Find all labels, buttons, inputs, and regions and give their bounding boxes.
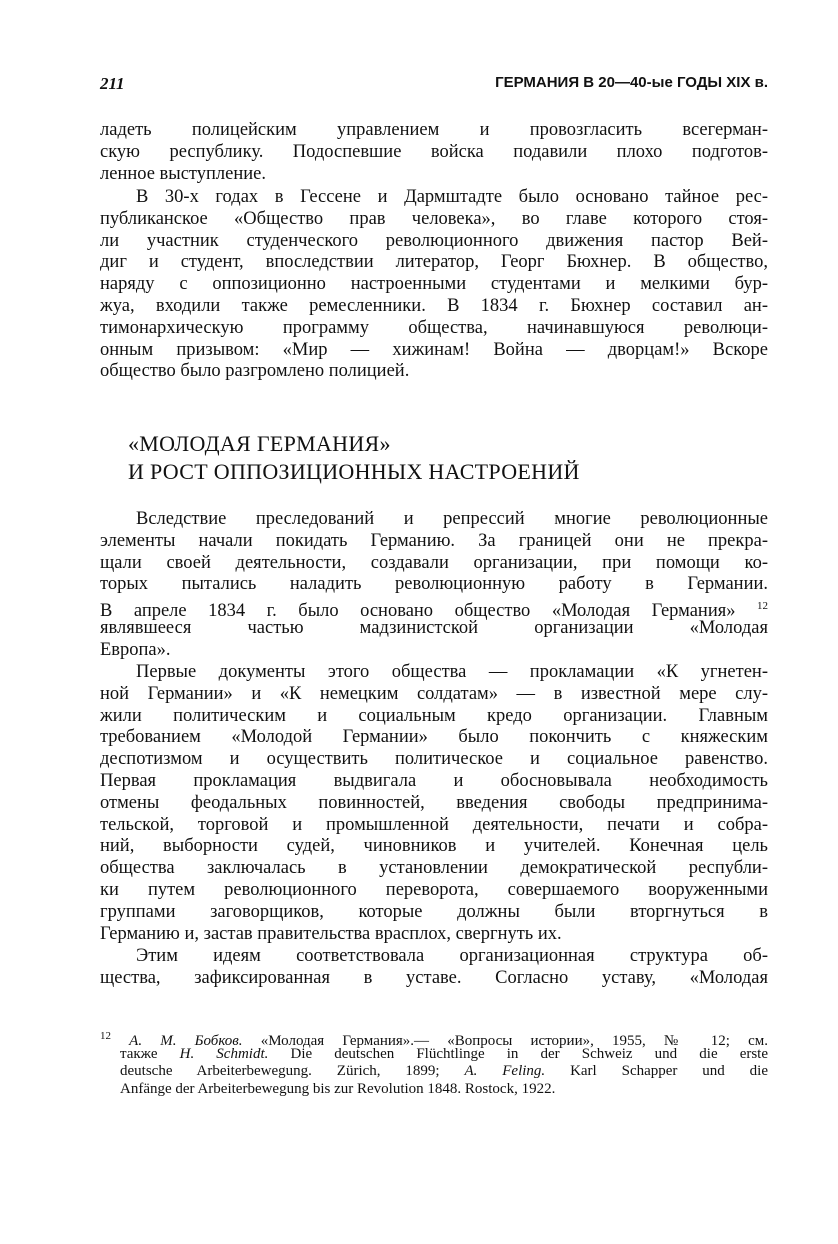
text-line: торых пытались наладить революционную работу в Германии. — [100, 574, 768, 595]
text-line: В 30-х годах в Гессене и Дармштадте было основано тайное рес- — [136, 187, 768, 207]
text-span: Karl Schapper und die — [570, 1063, 769, 1079]
text-line: жили политическим и социальным кредо организации. Главным — [100, 705, 768, 726]
text-span: «Молодая Германия».— «Вопросы истории», 1955, № 12; см. — [260, 1033, 769, 1049]
heading-line: «МОЛОДАЯ ГЕРМАНИЯ» — [128, 431, 391, 456]
text-span: также — [120, 1045, 158, 1062]
author: H. Schmidt. — [179, 1045, 269, 1062]
footnote-line: Anfänge der Arbeiterbewegung bis zur Revolution 1848. Rostock, 1922. — [120, 1080, 556, 1097]
text-line: щали своей деятельности, создавали организации, при помощи ко- — [100, 552, 768, 573]
author: A. Feling. — [464, 1063, 546, 1079]
footnote-line — [100, 1028, 769, 1049]
footnote-line — [100, 1046, 768, 1064]
text-line: ленное выступление. — [100, 163, 267, 184]
text-line: элементы начали покидать Германию. За границей они не прекра- — [100, 530, 768, 551]
text-line: ний, выборности судей, чиновников и учителей. Конечная цель — [100, 836, 768, 857]
text-line: щества, зафиксированная в уставе. Согласно уставу, «Молодая — [100, 967, 768, 988]
text-line: наряду с оппозиционно настроенными студентами и мелкими бур- — [100, 274, 768, 295]
running-header — [100, 74, 768, 96]
author: А. М. Бобков. — [129, 1033, 243, 1049]
text-span: Die deutschen Flüchtlinge in der Schweiz und die erste — [290, 1045, 769, 1062]
text-line: публиканское «Общество прав человека», во главе которого стоя- — [100, 208, 768, 229]
text-line: Этим идеям соответствовала организационная структура об- — [136, 946, 768, 966]
text-line: Первые документы этого общества — прокламации «К угнетен- — [136, 662, 768, 682]
text-line: являвшееся частью мадзинистской организации «Молодая — [100, 617, 768, 638]
paragraph-4 — [100, 662, 768, 945]
paragraph-1 — [100, 120, 768, 185]
heading-line: И РОСТ ОППОЗИЦИОННЫХ НАСТРОЕНИЙ — [128, 459, 580, 484]
text-span: deutsche Arbeiterbewegung. Zürich, 1899; — [120, 1063, 440, 1079]
text-line: требованием «Молодой Германии» было покончить с княжеским — [100, 727, 768, 748]
running-title: ГЕРМАНИЯ В 20—40-ые ГОДЫ XIX в. — [495, 74, 768, 91]
text-line: ной Германии» и «К немецким солдатам» — в известной мере слу- — [100, 683, 768, 704]
footnote-ref[interactable]: 12 — [757, 600, 768, 613]
text-line: тельской, торговой и промышленной деятельности, печати и собра- — [100, 814, 768, 835]
footnote-line — [100, 1063, 768, 1081]
paragraph-5 — [100, 946, 768, 990]
text-line: общество было разгромлено полицией. — [100, 361, 410, 382]
text-line: деспотизмом и осуществить политическое и социальное равенство. — [100, 749, 768, 770]
paragraph-3 — [100, 509, 768, 662]
text-line: Первая прокламация выдвигала и обосновывала необходимость — [100, 770, 768, 791]
text-line: группами заговорщиков, которые должны были вторгнуться в — [100, 901, 768, 922]
text-line: тимонархическую программу общества, начинавшуюся революци- — [100, 317, 768, 338]
text-line: ладеть полицейским управлением и провозгласить всегерман- — [100, 120, 768, 140]
text-span: В апреле 1834 г. было основано общество «Молодая Германия» — [100, 601, 736, 622]
text-line: жуа, входили также ремесленники. В 1834 г. Бюхнер составил ан- — [100, 295, 768, 316]
text-line: Вследствие преследований и репрессий многие революционные — [136, 509, 768, 529]
text-line — [100, 596, 768, 622]
paragraph-2 — [100, 187, 768, 383]
text-line: ли участник студенческого революционного движения пастор Вей- — [100, 230, 768, 251]
text-line: Европа». — [100, 639, 171, 660]
text-line: Германию и, застав правительства врасплох, свергнуть их. — [100, 923, 562, 944]
page-number: 211 — [100, 74, 125, 93]
text-line: отмены феодальных повинностей, введения свободы предпринима- — [100, 792, 768, 813]
text-line: онным призывом: «Мир — хижинам! Война — дворцам!» Вскоре — [100, 339, 768, 360]
text-line: скую республику. Подоспевшие войска подавили плохо подготов- — [100, 141, 768, 162]
text-line: ки путем революционного переворота, совершаемого вооруженными — [100, 879, 768, 900]
footnote-number: 12 — [100, 1030, 111, 1042]
text-line: общества заключалась в установлении демократической республи- — [100, 858, 768, 879]
section-heading — [128, 430, 580, 486]
footnote — [100, 1028, 768, 1098]
text-line: диг и студент, впоследствии литератор, Георг Бюхнер. В общество, — [100, 252, 768, 273]
